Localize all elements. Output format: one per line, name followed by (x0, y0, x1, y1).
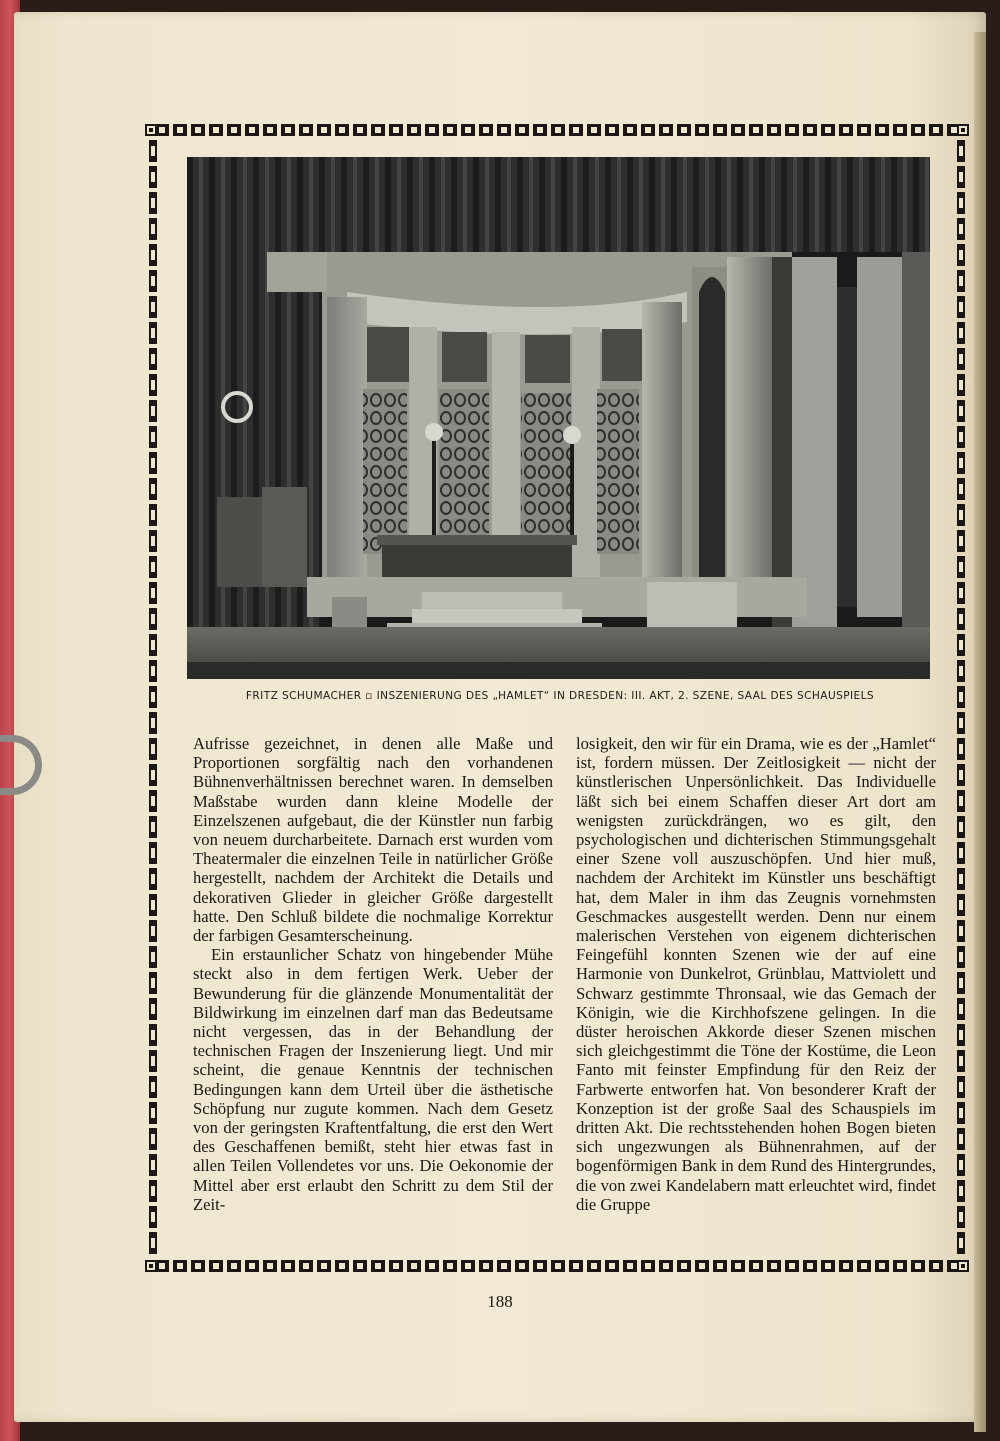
border-top (155, 124, 959, 136)
paragraph: Ein erstaunlicher Schatz von hingebender Mühe steckt also in dem fertigen Werk. Ueber der Bewunderung für die glänzende Monumentalität der Bildwirkung im einzelnen darf man das Bedeutsame nicht vergessen, das in der Behandlung der technischen Fragen der Inszenierung liegt. Und mir scheint, die genaue Kenntnis der technischen Bedingungen kann dem Urteil über die ästhetische Schöpfung nur zugute kommen. Nach dem Gesetz von der geringsten Kraftentfaltung, die erst den Wert des Geschaffenen bemißt, steht hier etwas fast in allen Teilen Vollendetes vor uns. Die Oekonomie der Mittel aber erst erlaubt den Schritt zu dem Stil der Zeit- (193, 945, 553, 1214)
border-corner (957, 1260, 969, 1272)
text-column-left (193, 734, 553, 1214)
border-left (149, 140, 157, 1256)
stage-photo-illustration (187, 157, 930, 679)
border-corner (145, 1260, 157, 1272)
border-corner (145, 124, 157, 136)
border-right (957, 140, 965, 1256)
border-corner (957, 124, 969, 136)
paragraph: Aufrisse gezeichnet, in denen alle Maße und Proportionen sorgfältig nach den vorhandenen Bühnenverhältnissen berechnet waren. In demselben Maßstabe wurden dann kleine Modelle der Einzelszenen aufgebaut, die der Künstler nun farbig von neuem durcharbeitete. Darnach erst wurden vom Theatermaler die einzelnen Teile in natürlicher Größe hergestellt, nachdem der Architekt die Details und dekorativen Glieder in gleicher Größe dargestellt hatte. Den Schluß bildete die nochmalige Korrektur der farbigen Gesamterscheinung. (193, 734, 553, 946)
paragraph: losigkeit, den wir für ein Drama, wie es der „Hamlet“ ist, fordern müssen. Der Zeitlosigkeit — nicht der künstlerischen Unpersönlichkeit. Das Individuelle läßt sich bei einem Schaffen dieser Art dort am wenigsten zurückdrängen, wo es gilt, den psychologischen und dichterischen Stimmungsgehalt einer Szene voll auszuschöpfen. Und hier muß, nachdem der Architekt im Künstler uns beschäftigt hat, dem Maler in ihm das Zeugnis vornehmsten Geschmackes ausgestellt werden. Denn nur einem malerischen Verstehen von eigenem dichterischen Feingefühl konnten Szenen wie der auf eine Harmonie von Dunkelrot, Grünblau, Mattviolett und Schwarz gestimmte Thronsaal, wie das Gemach der Königin, wie die Kirchhofszene gelingen. In die düster heroischen Akkorde dieser Szenen mischen sich gleichgestimmt die Töne der Kostüme, die Leon Fanto mit feinster Empfindung für den Reiz der Farbwerte entworfen hat. Von besonderer Kraft der Konzeption ist der große Saal des Schauspiels im dritten Akt. Die rechtsstehenden hohen Bogen bieten sich ungezwungen als Bühnenrahmen, auf der bogenförmigen Bank in dem Rund des Hintergrundes, die von zwei Kandelabern matt erleuchtet wird, findet die Gruppe (576, 734, 936, 1214)
caption-separator: ▫ (365, 690, 373, 702)
page-edge (974, 32, 986, 1432)
stage-photograph (187, 157, 930, 679)
border-bottom (155, 1260, 959, 1272)
photo-caption (190, 690, 930, 702)
page-number: 188 (487, 1292, 513, 1311)
caption-title: INSZENIERUNG DES „HAMLET“ IN DRESDEN: III. AKT, 2. SZENE, SAAL DES SCHAUSPIELS (376, 690, 875, 702)
text-column-right (576, 734, 936, 1214)
caption-author: FRITZ SCHUMACHER (245, 690, 362, 702)
